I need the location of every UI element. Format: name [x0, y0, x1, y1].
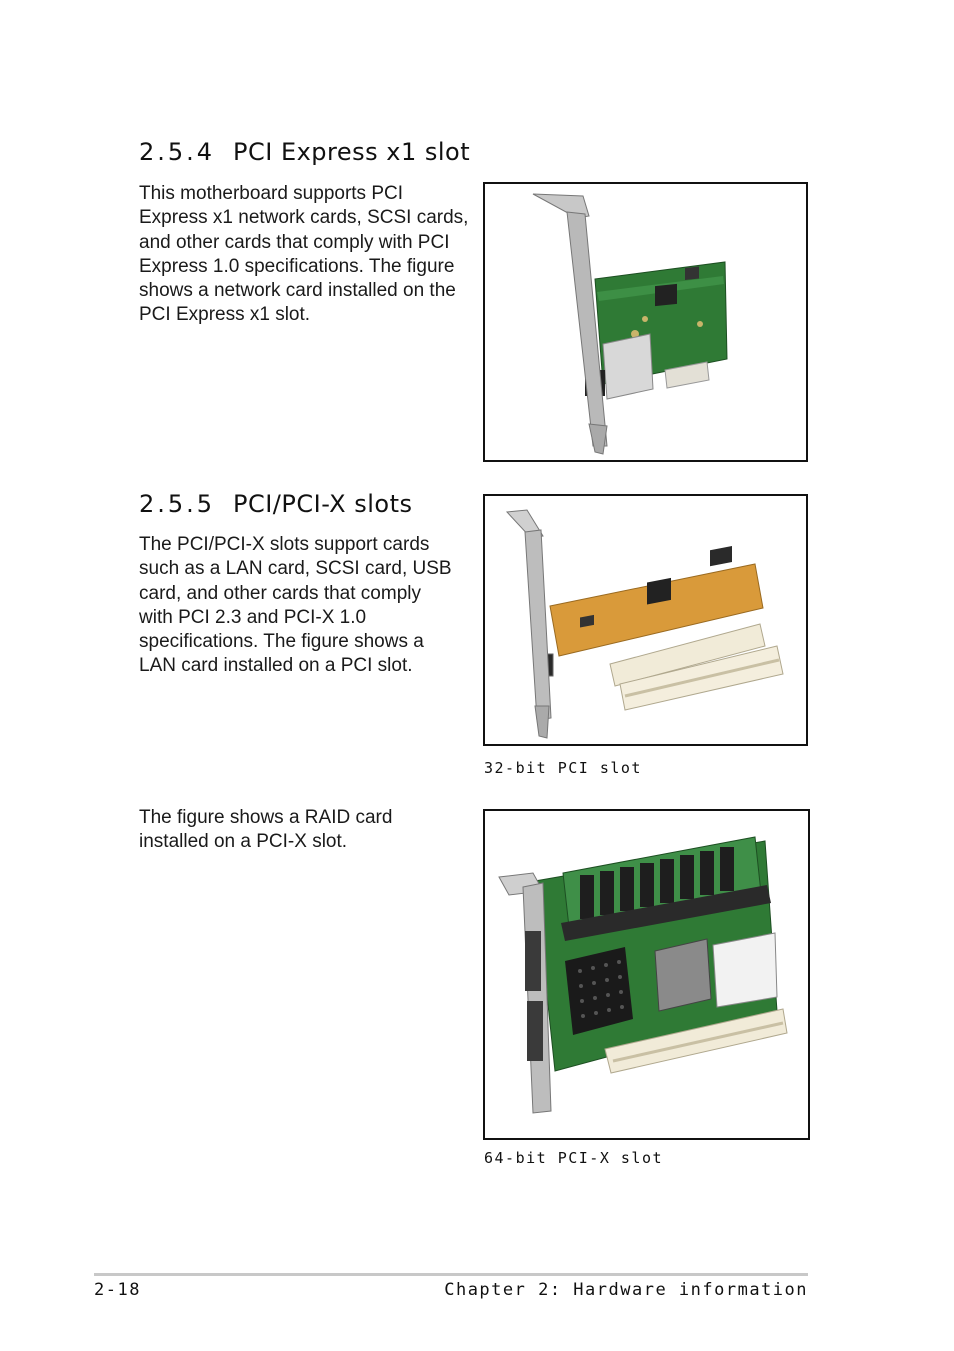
body-line: This motherboard supports PCI: [139, 183, 404, 204]
figure-pcie-network-card: [483, 182, 808, 462]
footer-chapter-title: Chapter 2: Hardware information: [444, 1280, 808, 1300]
body-line: installed on a PCI-X slot.: [139, 831, 348, 853]
section-heading-pci-express: [139, 138, 470, 166]
body-line: PCI Express x1 slot.: [139, 304, 311, 326]
page-number: 2-18: [94, 1280, 141, 1300]
pcix-raid-card-illustration: [485, 811, 808, 1138]
section-number: 2.5.5: [139, 490, 216, 518]
figure-pci-lan-card: [483, 494, 808, 746]
body-line: The PCI/PCI-X slots support cards: [139, 534, 430, 555]
pcie-network-card-illustration: [485, 184, 806, 460]
body-line: LAN card installed on a PCI slot.: [139, 655, 413, 677]
section-body-pci-express: [139, 182, 468, 328]
pci-lan-card-illustration: [485, 496, 806, 744]
figure-pcix-raid-card: [483, 809, 810, 1140]
footer-divider: [94, 1273, 808, 1276]
section-heading-pci-pcix: [139, 490, 413, 518]
section-body-pci-pcix: [139, 533, 452, 679]
body-line: specifications. The figure shows a: [139, 631, 424, 653]
section-title: PCI Express x1 slot: [233, 138, 471, 166]
body-line: and other cards that comply with PCI: [139, 231, 450, 253]
body-line: such as a LAN card, SCSI card, USB: [139, 558, 452, 580]
section-body-raid: [139, 806, 392, 855]
body-line: with PCI 2.3 and PCI-X 1.0: [139, 606, 367, 628]
figure-caption-64bit-pcix: 64-bit PCI-X slot: [484, 1149, 664, 1167]
section-title: PCI/PCI-X slots: [233, 490, 413, 518]
body-line: Express x1 network cards, SCSI cards,: [139, 207, 469, 229]
figure-caption-32bit-pci: 32-bit PCI slot: [484, 759, 642, 777]
body-line: shows a network card installed on the: [139, 280, 456, 302]
body-line: The figure shows a RAID card: [139, 807, 393, 828]
section-number: 2.5.4: [139, 138, 216, 166]
body-line: Express 1.0 specifications. The figure: [139, 255, 455, 277]
body-line: card, and other cards that comply: [139, 582, 421, 604]
